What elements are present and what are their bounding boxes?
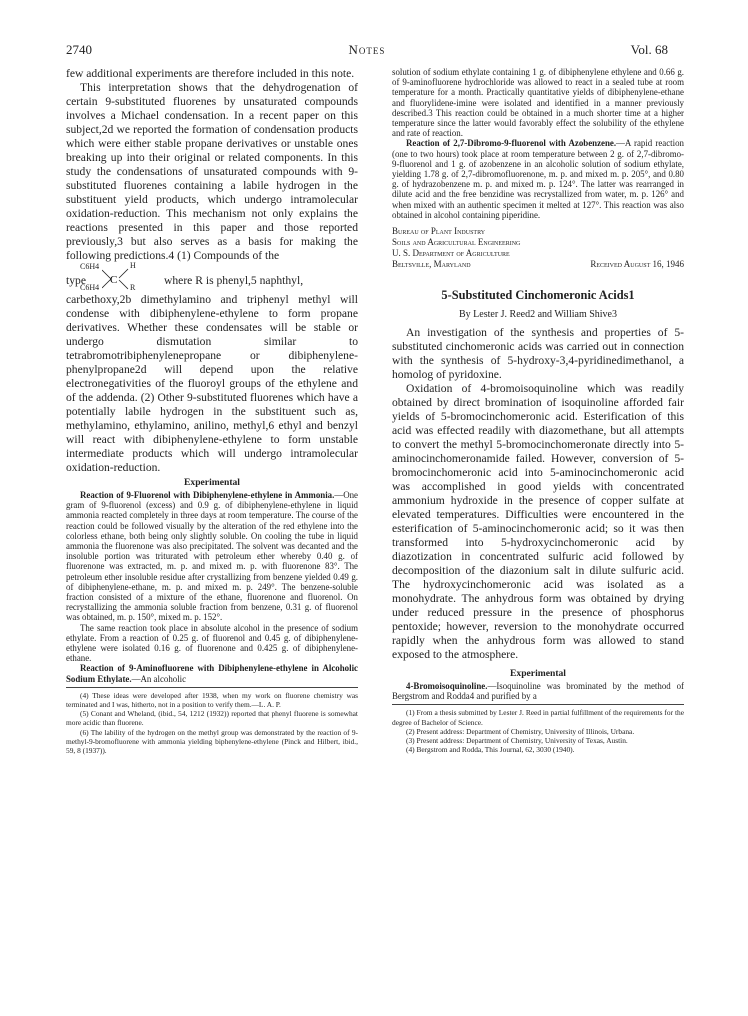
experimental-heading-left: Experimental xyxy=(184,477,240,488)
left-para-1: few additional experiments are therefore included in this note. xyxy=(66,67,355,80)
footnote-3: (3) Present address: Department of Chemistry, University of Texas, Austin. xyxy=(406,736,628,746)
experiment-3 xyxy=(392,138,684,220)
structure-bonds xyxy=(102,266,142,292)
experiment-3-text: —A rapid reaction (one to two hours) took place at room temperature between 2 g. of 2,7-dibromo-9-fluorenol and 1 g. of azobenzene in an alcoholic solution of sodium ethylate, yielding 1.78 g. of 2,7-dibromofluorenone, m. p. and mixed m. p. 205°, and 0.80 g. of hydrazobenzene m. p. and mixed m. p. 124°. The latter was rearranged in dilute acid and the free benzidine was recrystallized from water, m. p. 126° and when mixed with an authentic specimen it melted at 127°. This reaction was also obtained in alcohol containing piperidine. xyxy=(392,138,684,220)
footnote-1: (1) From a thesis submitted by Lester J. Reed in partial fulfillment of the requirements for the degree of Bachelor of Science. xyxy=(392,708,684,727)
page-number: 2740 xyxy=(66,42,92,57)
address-line-1: Bureau of Plant Industry xyxy=(392,226,486,237)
experiment-4 xyxy=(392,681,684,701)
experiment-1 xyxy=(66,490,358,623)
footnote-rule-left xyxy=(66,687,358,688)
left-para-2a: This interpretation shows that the dehydrogenation of certain 9-substituted fluorenes by unsaturated compounds involves a Michael condensation. In a recent paper on this subject,2d we reported the formation of condensation products which were either stable propane derivatives or unstable ones breaking up into their original or related components. In this study the condensations of unsaturated compounds with 9-substituted fluorenes containing a labile hydrogen in the substituent yield products, which undergo intramolecular oxidation-reduction. This mechanism not only explains the reactions presented in this paper and those reported previously,3 but also serves as a basis for making the following predictions.4 (1) Compounds of the xyxy=(66,81,358,262)
structure-formula xyxy=(66,263,358,293)
experiment-2-text: —An alcoholic xyxy=(131,673,187,684)
footnote-2: (2) Present address: Department of Chemistry, University of Illinois, Urbana. xyxy=(406,726,635,736)
footnote-4: (4) These ideas were developed after 1938, when my work on fluorene chemistry was terminated and I was, hitherto, not in a position to verify them.—L. A. P. xyxy=(66,690,358,710)
left-column xyxy=(66,67,358,755)
body-para-1: An investigation of the synthesis and properties of 5-substituted cinchomeronic acids was carried out in connection with the synthesis of 5-hydroxy-3,4-pyridinedimethanol, a homolog of pyridoxine. xyxy=(392,326,684,382)
footnote-rule-right xyxy=(392,704,684,705)
article-byline: By Lester J. Reed2 and William Shive3 xyxy=(459,309,617,321)
body-para-2: Oxidation of 4-bromoisoquinoline which was readily obtained by direct bromination of isoquinoline afforded fair yields of 5-bromocinchomeronic acid. Esterification of this acid was effected readily with diazomethane, but all attempts to convert the methyl 5-bromocinchomeronate directly into 5-aminocinchomeronamide failed. However, conversion of 5-bromocinchomeronic acid into 5-aminocinchomeronic acid was accomplished in good yields with concentrated ammonium hydroxide in the presence of copper sulfate at elevated temperatures. Difficulties were encountered in the esterification of 5-aminocinchomeronic acid; so it was then transformed into 5-hydroxycinchomeronic acid by diazotization in concentrated sulfuric acid followed by decomposition of the diazonium salt in dilute sulfuric acid. The hydroxycinchomeronic acid was isolated as a monohydrate. The anhydrous form was obtained by drying under reduced pressure in the presence of phosphorus pentoxide; however, reversion to the monohydrate occurred rapidly when the anhydrous form was allowed to stand exposed to the atmosphere. xyxy=(392,382,684,662)
received-date: Received August 16, 1946 xyxy=(590,259,684,270)
address-line-4: Beltsville, Maryland xyxy=(392,259,471,270)
experiment-2 xyxy=(66,663,358,683)
running-head: Notes xyxy=(348,42,386,57)
author-address xyxy=(392,226,684,270)
address-line-2: Soils and Agricultural Engineering xyxy=(392,237,521,248)
structure-text: where R is phenyl,5 naphthyl, xyxy=(164,274,304,287)
experiment-3-title: Reaction of 2,7-Dibromo-9-fluorenol with Azobenzene. xyxy=(406,138,617,149)
experiment-1-text: —One gram of 9-fluorenol (excess) and 0.9 g. of dibiphenylene-ethylene in liquid ammonia reacted completely in three days at room temperature. The course of the reaction could be followed visually by the alteration of the red ethylene into the colorless ethane, both being only slightly soluble. On cooling the tube in liquid ammonia the fluorenone was also precipitated. The solvent was decanted and the insoluble portion was triturated with petroleum ether whereby 0.40 g. of fluorenone was extracted, m. p. and mixed m. p. with fluorenone 83°. The petroleum ether insoluble residue after crystallizing from benzene yielded 0.49 g. of dibiphenylene-ethane, m. p. and mixed m. p. 249°. The benzene-soluble fraction consisted of a mixture of the ethane, fluorenone and fluorenol. On recrystallizing the ammonia soluble fraction from benzene, 0.31 g. of fluorenol was obtained, m. p. 150°, mixed m. p. 152°. xyxy=(66,490,358,623)
left-para-2b: carbethoxy,2b dimethylamino and triphenyl methyl will condense with dibiphenylene-ethylene to form propane derivatives. Whether these condensates will be stable or undergo dismutation similar to tetrabromotribiphenylenepropane or dibiphenylene-phenylpropane2d will depend upon the relative electronegativities of the fluoroyl groups of the ethylene and of the addenda. (2) Other 9-substituted fluorenes which have a potentially labile hydrogen in the substituent such as, methylamino, ethylamino, anilino, methyl,6 ethyl and benzyl will react with dibiphenylene-ethylene to form unstable intermediate products which will undergo intramolecular oxidation-reduction. xyxy=(66,293,358,474)
svg-text:C: C xyxy=(110,274,118,286)
footnote-6: (6) The lability of the hydrogen on the methyl group was demonstrated by the reaction of 9-methyl-9-bromofluorene with ammonia yielding biphenylene-ethylene (Pinck and Hilbert, ibid., 59, 8 (1937)). xyxy=(66,727,358,756)
right-column xyxy=(392,67,684,754)
structure-group-top: C6H4 xyxy=(80,262,100,271)
page-header xyxy=(66,42,668,58)
structure-group-bottom: C6H4 xyxy=(80,283,100,292)
article-title: 5-Substituted Cinchomeronic Acids1 xyxy=(441,288,635,303)
experiment-2-title: Reaction of 9-Aminofluorene with Dibiphenylene-ethylene in Alcoholic Sodium Ethylate. xyxy=(66,663,358,684)
experiment-1-title: Reaction of 9-Fluorenol with Dibiphenylene-ethylene in Ammonia. xyxy=(80,490,335,500)
structure-h-label: H xyxy=(130,261,136,270)
footnote-5: (5) Conant and Wheland, (ibid., 54, 1212 (1932)) reported that phenyl fluorene is somewhat more acidic than fluorene. xyxy=(66,709,358,728)
structure-type-word: type xyxy=(66,274,86,287)
experiment-1b: The same reaction took place in absolute alcohol in the presence of sodium ethylate. From a reaction of 0.25 g. of fluorenol and 0.45 g. of dibiphenylene-ethylene were isolated 0.16 g. of fluorenone and 0.425 g. of dibiphenylene-ethane. xyxy=(66,622,358,664)
structure-r-label: R xyxy=(130,283,136,292)
volume-label: Vol. 68 xyxy=(630,42,668,57)
footnote-4-right: (4) Bergstrom and Rodda, This Journal, 62, 3030 (1940). xyxy=(406,745,575,755)
right-para-1: solution of sodium ethylate containing 1 g. of dibiphenylene ethylene and 0.66 g. of 9-aminofluorene hydrochloride was allowed to react in a sealed tube at room temperature for a month. Practically quantitative yields of dibiphenylene-ethane and fluorylidene-imine were isolated and identified in a manner previously described.3 This reaction could be obtained in a much shorter time at a higher temperature since the latter would favorably effect the solubility of the ethylene and rate of reaction. xyxy=(392,67,684,139)
experiment-4-title: 4-Bromoisoquinoline. xyxy=(406,681,488,692)
experiment-4-text: —Isoquinoline was brominated by the method of Bergstrom and Rodda4 and purified by a xyxy=(392,681,684,702)
address-line-3: U. S. Department of Agriculture xyxy=(392,248,510,259)
experimental-heading-right: Experimental xyxy=(510,668,566,680)
